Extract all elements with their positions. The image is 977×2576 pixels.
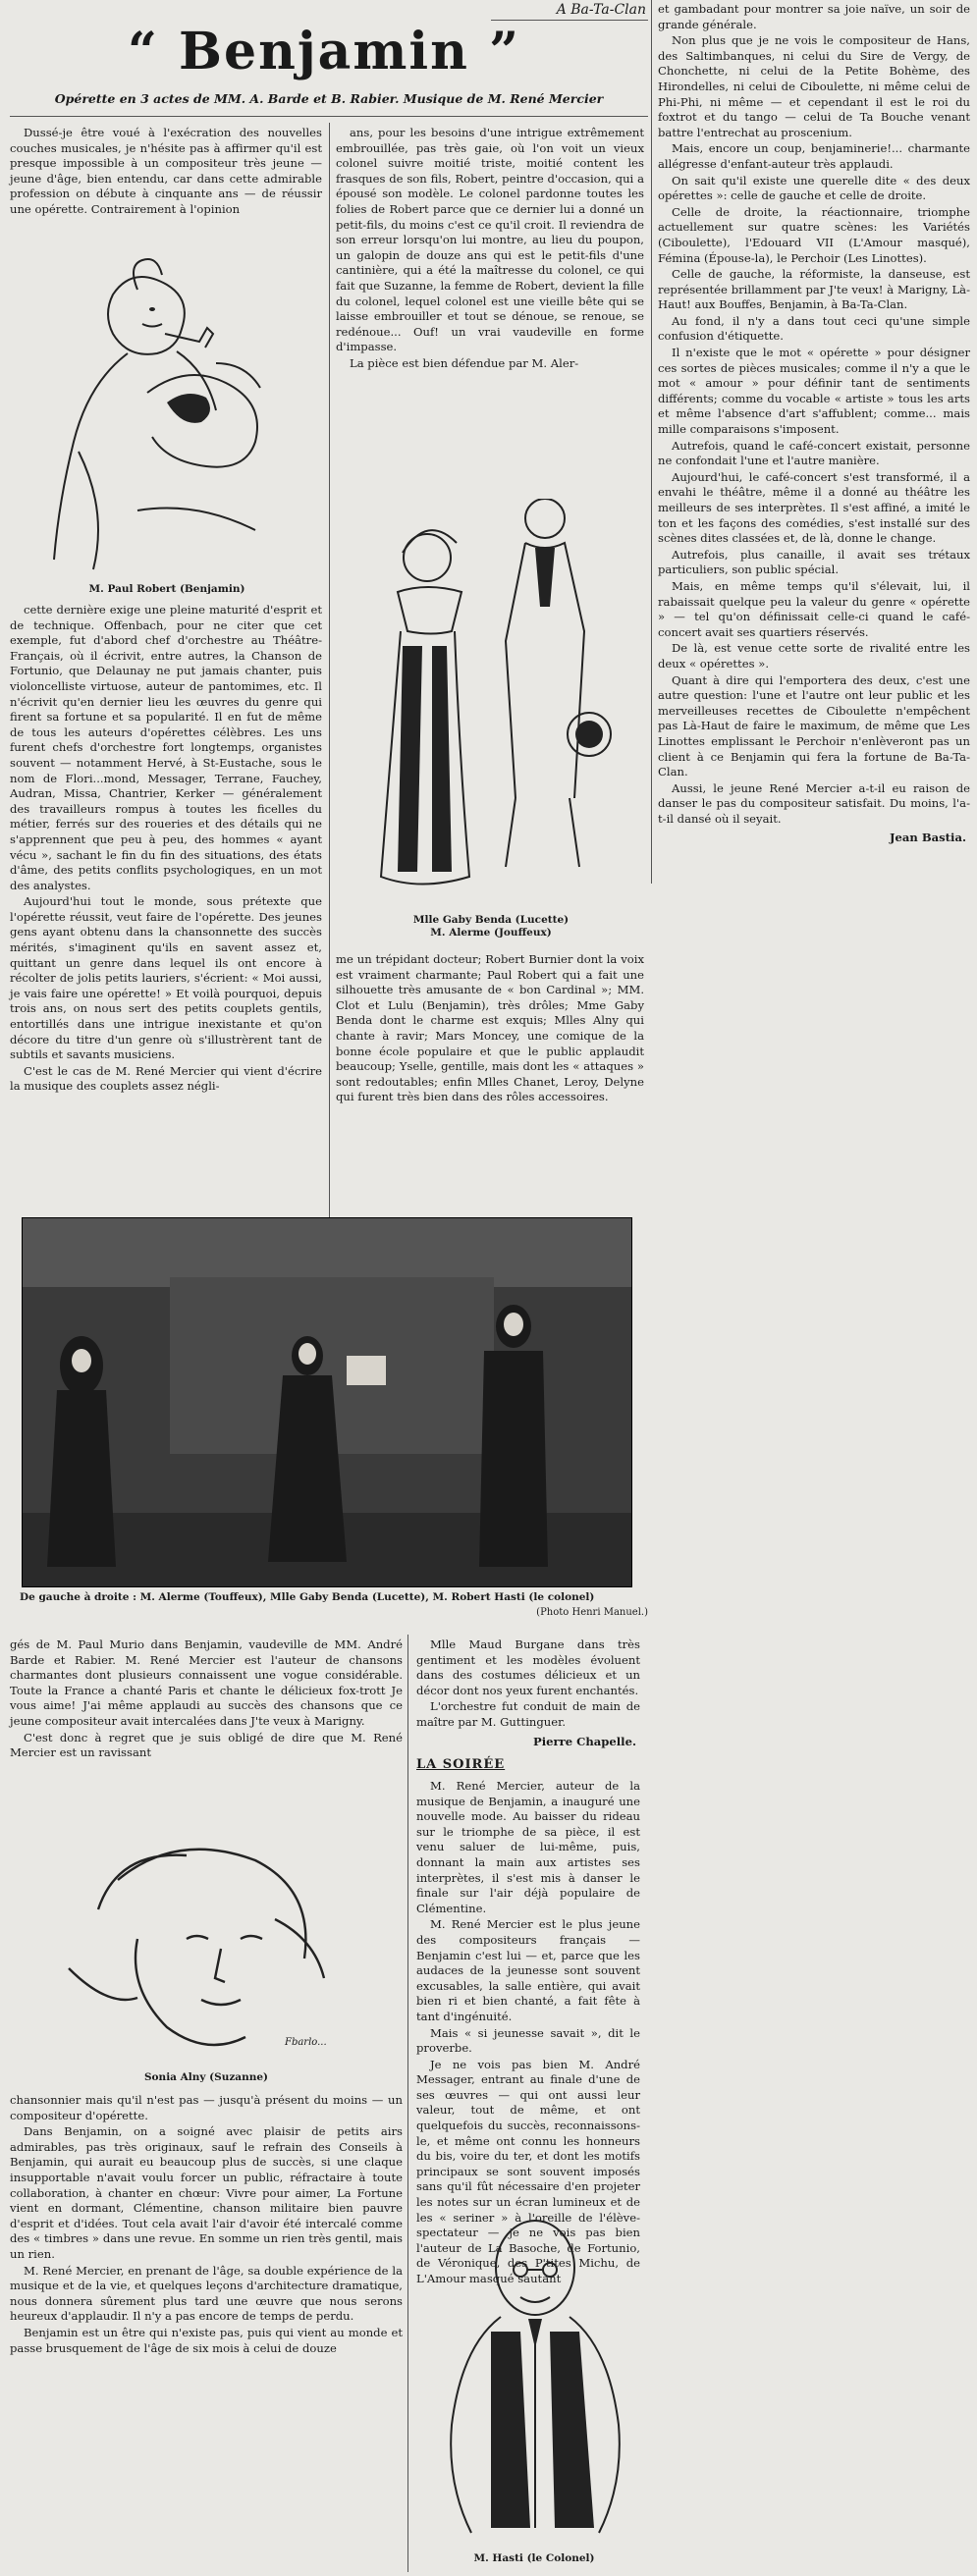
- caricature-hasti: [432, 2209, 638, 2543]
- column-2-cast: me un trépidant docteur; Robert Burnier dont la voix est vraiment charmante; Paul Robert qui a fait une silhouette très amusante de « bon Cardinal »; MM. Clot et Lulu (Benjamin), très drôles; Mme Gaby Benda dont le charme est exquis; Mlles Alny qui chante à ravir; Mars Moncey, une comique de la bonne école populaire et que le public applaudit beaucoup; Yselle, gentille, mais dont les « attaques » sont redoutables; enfin Mlles Chanet, Leroy, Delyne qui furent très bien dans des rôles accessoires.: [336, 952, 644, 1104]
- bottom-right-text: Mlle Maud Burgane dans très gentiment et les modèles évoluent dans des costumes délicieux et un décor dont nos yeux furent enchantés. L'orchestre fut conduit de main de maître par M. Guttinguer. Pierre Chapelle.: [416, 1637, 640, 1748]
- artist-signature: Fbarlo...: [285, 2037, 327, 2048]
- bottom-left-text-2: chansonnier mais qu'il n'est pas — jusqu'à présent du moins — un compositeur d'opérette. Dans Benjamin, on a soigné avec plaisir de petits airs admirables, pas très originaux, sauf le refrain des Conseils à Benjamin, qui aurait eu beaucoup plus de succès, si une claque insupportable n'avait voulu forcer un public, réfractaire à toute collaboration, à chanter en chœur: Vivre pour aimer, La Fortune vient en dormant, Clémentine, chanson militaire bien pauvre d'esprit et d'idées. Tout cela avait l'air d'avoir été intercalé comme des « timbres » dans une revue. En somme un rien très gentil, mais un rien. M. René Mercier, en prenant de l'âge, sa double expérience de la musique et de la vie, et quelques leçons d'architecture dramatique, nous donnera sûrement plus tard une œuvre que nous serons heureux d'applaudir. Il n'y a pas encore de temps de perdu. Benjamin est un être qui n'existe pas, puis qui vient au monde et passe brusquement de l'âge de six mois à celui de douze: [10, 2093, 403, 2355]
- caption-hasti: M. Hasti (le Colonel): [473, 2552, 595, 2564]
- stage-photo-image: [23, 1218, 631, 1586]
- column-2-intro: ans, pour les besoins d'une intrigue extrêmement embrouillée, pas très gaie, où l'on voit un vieux colonel suivre moitié triste, moitié content les frasques de son fils, Robert, peintre d'occasion, qui a épousé son modèle. Le colonel pardonne toutes les folies de Robert parce que ce dernier lui a donné un petit-fils, du moins c'est ce qu'il croit. Il reviendra de son erreur lorsqu'on lui montre, au lieu du poupon, un galopin de douze ans qui est le petit-fils d'une cantinière, qui a été la maîtresse du colonel, ce qui fait que Suzanne, la femme de Robert, devient la fille du colonel, lequel colonel est une vieille bête qui se laisse embrouiller et tout se dénoue, se renoue, se redénoue... Ouf! un vrai vaudeville en forme d'impasse. La pièce est bien défendue par M. Aler-: [336, 126, 644, 370]
- signature-chapelle: Pierre Chapelle.: [532, 1734, 636, 1748]
- sketch-sonia-alny: [39, 1831, 373, 2066]
- caption-photo: De gauche à droite : M. Alerme (Touffeux), Mlle Gaby Benda (Lucette), M. Robert Hasti (le colonel): [20, 1591, 595, 1603]
- stage-photo: [22, 1217, 632, 1587]
- column-3: et gambadant pour montrer sa joie naïve, un soir de grande générale. Non plus que je ne vois le compositeur de Hans, des Saltimbanques, ni celui du Sire de Vergy, de Chonchette, ni celui de la Petite Bohème, des Hirondelles, ni celui de Ciboulette, ni même celui de Phi-Phi, ni même — et cependant il est le roi du foxtrot et du tango — celui de Ta Bouche venant battre l'entrechat au proscenium. Mais, encore un coup, benjaminerie!... charmante allégresse d'enfant-auteur très applaudi. On sait qu'il existe une querelle dite « des deux opérettes »: celle de gauche et celle de droite. Celle de droite, la réactionnaire, triomphe actuellement sur quatre scènes: les Variétés (Ciboulette), l'Edouard VII (L'Amour masqué), Fémina (Épouse-la), le Perchoir (Les Linottes). Celle de gauche, la réformiste, la danseuse, est représentée brillamment par J'te veux! à Marigny, Là-Haut! aux Bouffes, Benjamin, à Ba-Ta-Clan. Au fond, il n'y a dans tout ceci qu'une simple confusion d'étiquette. Il n'existe que le mot « opérette » pour désigner ces sortes de pièces musicales; comme il n'y a que le mot « amour » pour définir tant de sentiments différents; comme du vocable « artiste » tous les arts et même l'absence d'art s'affublent; comme... mais mille comparaisons s'imposent. Autrefois, quand le café-concert existait, personne ne confondait l'une et l'autre manière. Aujourd'hui, le café-concert s'est transformé, il a envahi le théâtre, même il a donné au théâtre les meilleurs de ses interprètes. Il s'est affiné, a imité le ton et les façons des comédies, s'est installé sur des scènes dites classées et, de là, donne le change. Autrefois, plus canaille, il avait ses trétaux particuliers, son public spécial. Mais, en même temps qu'il s'élevait, lui, il rabaissait quelque peu la valeur du genre « opérette » — tel qu'on définissait celle-ci quand le café-concert avait ses quartiers réservés. De là, est venue cette sorte de rivalité entre les deux « opérettes ». Quant à dire qui l'emportera des deux, c'est une autre question: l'une et l'autre ont leur public et les merveilleuses recettes de Ciboulette n'empêchent pas Là-Haut de faire le maximum, de même que Les Linottes emplissant le Perchoir n'enlèveront pas un client à ce Benjamin qui fera la fortune de Ba-Ta-Clan. Aussi, le jeune René Mercier a-t-il eu raison de danser le pas du compositeur satisfait. Du moins, l'a-t-il dansé où il seyait. Jean Bastia.: [658, 2, 970, 845]
- illustration-benda-alerme: [344, 499, 638, 911]
- article-subtitle: Opérette en 3 actes de MM. A. Barde et B. Rabier. Musique de M. René Mercier: [54, 91, 604, 106]
- soiree-text: M. René Mercier, auteur de la musique de Benjamin, a inauguré une nouvelle mode. Au baisser du rideau sur le triomphe de sa pièce, il est venu saluer de lui-même, puis, donnant la main aux artistes ses interprètes, il s'est mis à danser le finale sur l'air déjà populaire de Clémentine. M. René Mercier est le plus jeune des compositeurs français — Benjamin c'est lui — et, parce que les audaces de la jeunesse sont souvent excusables, la salle entière, qui avait bien ri et bien chanté, a fait fête à tant d'ingénuité. Mais « si jeunesse savait », dit le proverbe. Je ne vois pas bien M. André Messager, entrant au finale d'une de ses œuvres — qui ont aussi leur valeur, tout de même, et ont quelquefois du succès, reconnaissons-le, et même ont connu les honneurs du bis, voire du ter, et dont les motifs principaux se sont souvent imposés sans qu'il fût nécessaire d'en projeter les notes sur un écran lumineux et de les « seriner » à l'oreille de l'élève-spectateur — je ne vois pas bien l'auteur de La Basoche, de Fortunio, de Véronique, des P'tites Michu, de L'Amour masqué sautant: [416, 1779, 640, 2285]
- kicker: A Ba-Ta-Clan: [556, 2, 646, 18]
- caption-alny: Sonia Alny (Suzanne): [143, 2071, 269, 2083]
- caption-robert: M. Paul Robert (Benjamin): [88, 583, 245, 595]
- signature-bastia: Jean Bastia.: [890, 831, 966, 845]
- caricature-paul-robert: [20, 255, 314, 579]
- photo-credit: (Photo Henri Manuel.): [536, 1607, 648, 1618]
- section-la-soiree: LA SOIRÉE: [416, 1757, 506, 1772]
- article-title: “ Benjamin ”: [128, 22, 520, 81]
- column-1-intro: Dussé-je être voué à l'exécration des nouvelles couches musicales, je n'hésite pas à affirmer qu'il est presque impossible à un compositeur très jeune — jeune d'âge, bien entendu, car dans cette admirable profession on débute à cinquante ans — de réussir une opérette. Contrairement à l'opinion: [10, 126, 322, 216]
- bottom-left-text: gés de M. Paul Murio dans Benjamin, vaudeville de MM. André Barde et Rabier. M. René Mercier est l'auteur de chansons charmantes dont plusieurs connaissent une vogue considérable. Toute la France a chanté Paris et chante le délicieux fox-trott Je vous aime! J'ai même applaudi au succès des chansons que ce jeune compositeur avait intercalées dans J'te veux à Marigny. C'est donc à regret que je suis obligé de dire que M. René Mercier est un ravissant: [10, 1637, 403, 1760]
- caption-benda-alerme: Mlle Gaby Benda (Lucette) M. Alerme (Jouffeux): [412, 914, 570, 939]
- column-1-body: cette dernière exige une pleine maturité d'esprit et de technique. Offenbach, pour ne citer que cet exemple, fut d'abord chef d'orchestre au Théâtre-Français, où il écrivit, entre autres, la Chanson de Fortunio, que Delaunay ne put jamais chanter, puis violoncelliste virtuose, auteur de pantomimes, etc. Il n'écrivit qu'en dernier lieu les œuvres du genre qui firent sa fortune et sa popularité. Il en fut de même de tous les auteurs d'opérettes célèbres. Les uns furent chefs d'orchestre fort longtemps, organistes souvent — notamment Hervé, à St-Eustache, sous le nom de Flori...mond, Messager, Terrane, Fauchey, Audran, Missa, Chantrier, Kerker — généralement des travailleurs rompus à toutes les ficelles du métier, ferrés sur des roueries et des détails qui ne s'apprennent que peu à peu, des hommes « ayant vécu », sachant le fin du fin des situations, des états d'âme, des petits conflits psychologiques, en un mot des analystes. Aujourd'hui tout le monde, sous prétexte que l'opérette réussit, veut faire de l'opérette. Des jeunes gens ayant obtenu dans la chansonnette des succès mérités, s'imaginent qu'ils en savent assez et, quittant un genre dans lequel ils ont encore à récolter de jolis petits lauriers, s'écrient: « Moi aussi, je vais faire une opérette! » Et voilà pourquoi, depuis trois ans, on nous sert des petits couplets gentils, entortillés dans une intrigue inexistante et qu'on décore du titre d'un genre où s'illustrèrent tant de subtils et savants musiciens. C'est le cas de M. René Mercier qui vient d'écrire la musique des couplets assez négli-: [10, 603, 322, 1094]
